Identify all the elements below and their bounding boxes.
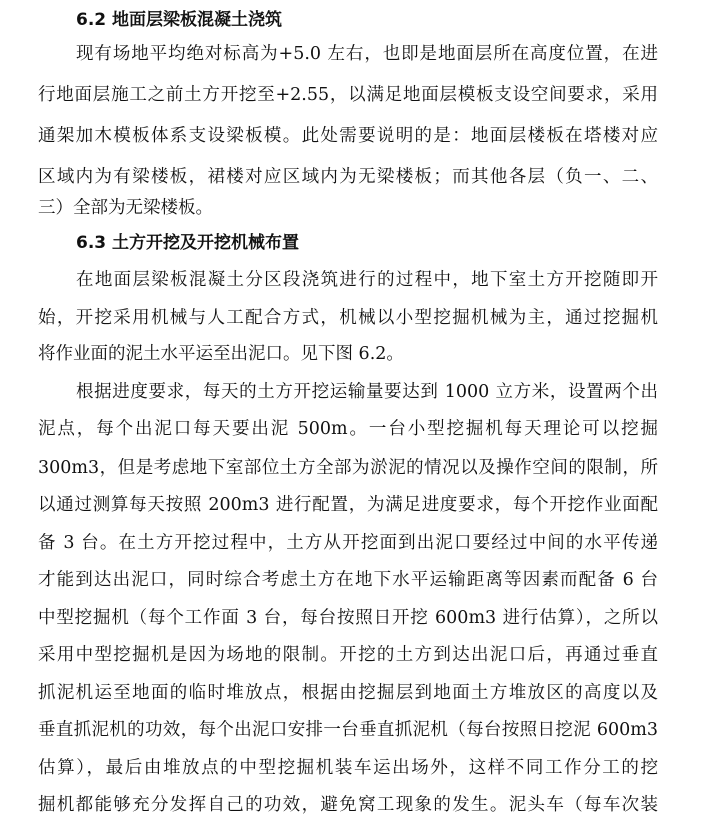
text-line: 现有场地平均绝对标高为+5.0 左右，也即是地面层所在高度位置，在进 [76,44,658,64]
text-line: 区域内为有梁楼板，裙楼对应区域内为无梁楼板；而其他各层（负一、二、 [38,167,658,187]
text-line: 始，开挖采用机械与人工配合方式，机械以小型挖掘机械为主，通过挖掘机 [38,308,658,328]
text-line: 三）全部为无梁楼板。 [38,198,213,218]
text-line: 掘机都能够充分发挥自己的功效，避免窝工现象的发生。泥头车（每车次装 [38,795,658,815]
section-heading-6-2: 6.2 地面层梁板混凝土浇筑 [76,10,283,30]
text-line: 以通过测算每天按照 200m3 进行配置，为满足进度要求，每个开挖作业面配 [38,495,658,515]
text-line: 泥点，每个出泥口每天要出泥 500m。一台小型挖掘机每天理论可以挖掘 [38,419,658,439]
text-line: 将作业面的泥土水平运至出泥口。见下图 6.2。 [38,344,404,364]
text-line: 备 3 台。在土方开挖过程中，土方从开挖面到出泥口要经过中间的水平传递 [38,533,658,553]
text-line: 垂直抓泥机的功效，每个出泥口安排一台垂直抓泥机（每台按照日挖泥 600m3 [38,720,658,740]
text-line: 行地面层施工之前土方开挖至+2.55，以满足地面层模板支设空间要求，采用 [38,85,658,105]
section-heading-6-3: 6.3 土方开挖及开挖机械布置 [76,233,300,253]
text-line: 采用中型挖掘机是因为场地的限制。开挖的土方到达出泥口后，再通过垂直 [38,645,658,665]
text-line: 才能到达出泥口，同时综合考虑土方在地下水平运输距离等因素而配备 6 台 [38,570,658,590]
text-line: 中型挖掘机（每个工作面 3 台，每台按照日开挖 600m3 进行估算），之所以 [38,608,658,628]
text-line: 通架加木模板体系支设梁板模。此处需要说明的是：地面层楼板在塔楼对应 [38,126,658,146]
text-line: 估算），最后由堆放点的中型挖掘机装车运出场外，这样不同工作分工的挖 [38,758,658,778]
text-line: 抓泥机运至地面的临时堆放点，根据由挖掘层到地面土方堆放区的高度以及 [38,683,658,703]
text-line: 300m3，但是考虑地下室部位土方全部为淤泥的情况以及操作空间的限制，所 [38,458,658,478]
text-line: 在地面层梁板混凝土分区段浇筑进行的过程中，地下室土方开挖随即开 [76,270,658,290]
text-line: 根据进度要求，每天的土方开挖运输量要达到 1000 立方米，设置两个出 [76,382,658,402]
